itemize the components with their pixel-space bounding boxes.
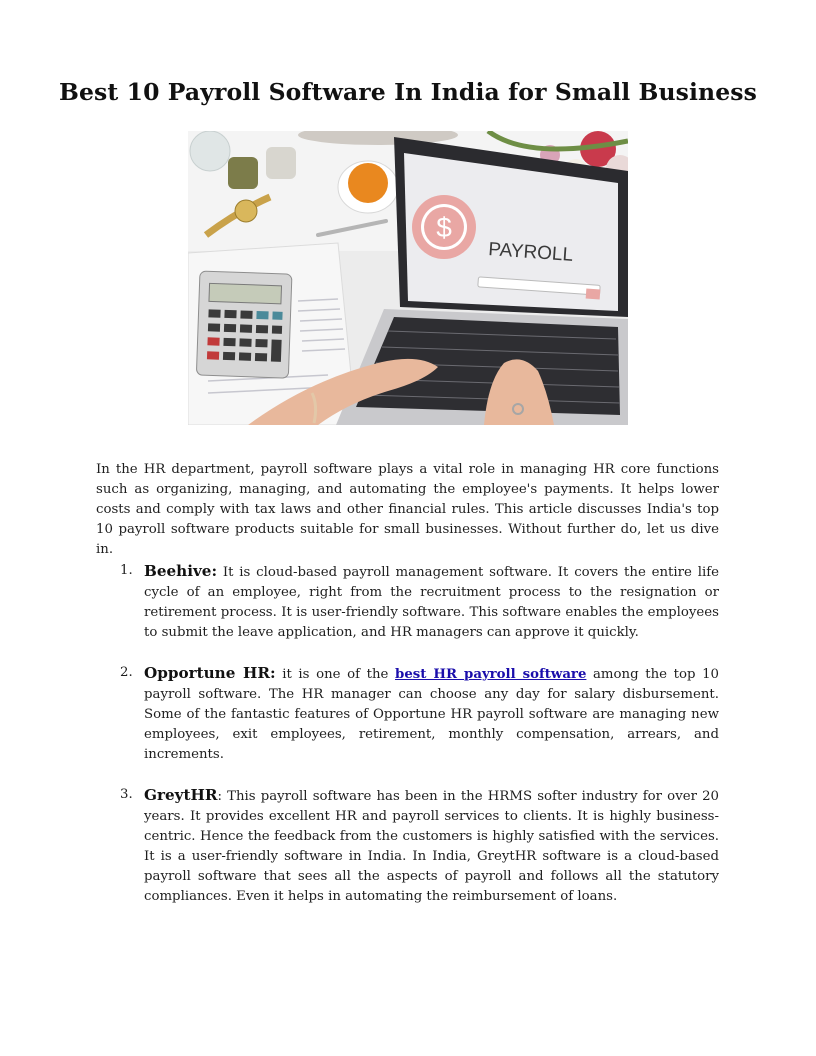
hero-screen-text: PAYROLL: [487, 239, 574, 266]
item-term: Opportune HR:: [144, 664, 276, 682]
item-description-continued: among the top 10 payroll software. The HR manager can choose any day for salary disbursement. Some of the fantastic features of Opportune HR payroll software are managing new employees, exit employees, retirement, monthly compensation, arrears, and increments.: [144, 667, 719, 762]
list-item: [96, 663, 719, 765]
list-item: [96, 785, 719, 907]
dollar-icon: $: [436, 212, 452, 243]
item-description: It is cloud-based payroll management software. It covers the entire life cycle of an employee, right from the recruitment process to the resignation or retirement process. It is user-friendly software. This software enables the employees to submit the leave application, and HR managers can approve it quickly.: [144, 565, 719, 640]
intro-paragraph: In the HR department, payroll software plays a vital role in managing HR core functions such as organizing, managing, and automating the employee's payments. It helps lower costs and comply with tax laws and other financial rules. This article discusses India's top 10 payroll software products suitable for small businesses. Without further do, let us dive in.: [96, 462, 719, 557]
item-term: Beehive:: [144, 562, 218, 580]
hr-payroll-link[interactable]: best HR payroll software: [395, 667, 587, 682]
page-title: Best 10 Payroll Software In India for Small Business: [59, 77, 757, 106]
list-number: 3.: [120, 787, 133, 802]
hero-image: [188, 131, 628, 425]
list-number: 1.: [120, 563, 133, 578]
item-description: it is one of the: [275, 667, 396, 682]
item-description: : This payroll software has been in the HRMS softer industry for over 20 years. It provides excellent HR and payroll services to clients. It is highly business-centric. Hence the feedback from the customers is highly satisfied with the services. It is a user-friendly software in India. In India, GreytHR software is a cloud-based payroll software that sees all the aspects of payroll and follows all the statutory compliances. Even it helps in automating the reimbursement of loans.: [144, 789, 719, 904]
item-term: GreytHR: [144, 786, 218, 804]
list-item: [96, 561, 719, 643]
software-list: [96, 561, 719, 927]
list-number: 2.: [120, 665, 133, 680]
